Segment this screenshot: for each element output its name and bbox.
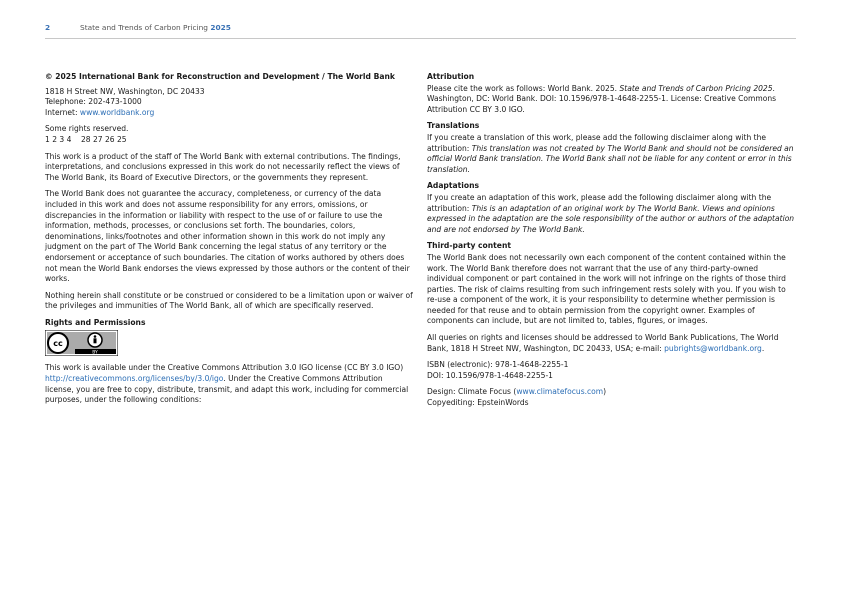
running-title-year: 2025 bbox=[210, 23, 231, 32]
contact-block bbox=[45, 87, 413, 119]
attribution-pre: Please cite the work as follows: World Bank. 2025. bbox=[427, 83, 620, 93]
translations-paragraph bbox=[427, 133, 797, 175]
adaptations-heading: Adaptations bbox=[427, 181, 480, 191]
worldbank-link[interactable]: www.worldbank.org bbox=[79, 107, 155, 117]
license-text-pre: This work is available under the Creative Commons Attribution 3.0 IGO license (CC BY 3.0 IGO) bbox=[45, 363, 404, 373]
cc-by-badge-icon bbox=[45, 330, 118, 356]
copyediting: Copyediting: EpsteinWords bbox=[427, 398, 529, 408]
adaptations-disclaimer: This is an adaptation of an original work by The World Bank. Views and opinions expressed in the adaptation are the sole responsibility of the author or authors of the adaptation and are not endorsed by The World Bank. bbox=[427, 203, 795, 234]
cc-license-link[interactable]: http://creativecommons.org/licenses/by/3.0/igo bbox=[45, 374, 224, 384]
adaptations-paragraph bbox=[427, 193, 797, 235]
design-post: ) bbox=[603, 387, 607, 397]
telephone: Telephone: 202-473-1000 bbox=[45, 97, 142, 107]
rights-reserved: Some rights reserved. bbox=[45, 124, 129, 134]
attribution-heading: Attribution bbox=[427, 72, 475, 81]
doi: DOI: 10.1596/978-1-4648-2255-1 bbox=[427, 370, 553, 380]
page-header bbox=[45, 21, 796, 39]
attribution-title: State and Trends of Carbon Pricing 2025 bbox=[619, 83, 773, 93]
third-party-heading: Third-party content bbox=[427, 241, 511, 251]
design-pre: Design: Climate Focus ( bbox=[427, 387, 517, 397]
isbn: ISBN (electronic): 978-1-4648-2255-1 bbox=[427, 360, 569, 370]
running-title bbox=[80, 23, 231, 32]
disclaimer-paragraph-2: The World Bank does not guarantee the accuracy, completeness, or currency of the data included in this work and does not assume responsibility for any errors, omissions, or discrepancies in the information or liability with respect to the use of or failure to use the information, methods, processes, or conclusions set forth. The boundaries, colors, denominations, links/footnotes and other information shown in this work do not imply any judgment on the part of The World Bank concerning the legal status of any territory or the endorsement or acceptance of such boundaries. The citation of works authored by others does not mean the World Bank endorses the views expressed by those authors or the content of their works. bbox=[45, 189, 410, 284]
queries-post: . bbox=[761, 343, 765, 353]
credits-block bbox=[427, 387, 797, 408]
attribution-paragraph bbox=[427, 84, 797, 116]
climatefocus-link[interactable]: www.climatefocus.com bbox=[516, 387, 604, 397]
svg-text:cc: cc bbox=[53, 339, 63, 349]
copyright-heading: © 2025 International Bank for Reconstruction and Development / The World Bank bbox=[45, 72, 395, 81]
running-title-text: State and Trends of Carbon Pricing bbox=[80, 23, 208, 32]
print-line: 1 2 3 4 28 27 26 25 bbox=[45, 134, 127, 144]
translations-pre: If you create a translation of this work, please add the following disclaimer along with the attribution: bbox=[427, 132, 767, 153]
third-party-paragraph: The World Bank does not necessarily own each component of the content contained within the work. The World Bank therefore does not warrant that the use of any third-party-owned individual component or part contained in the work will not infringe on the rights of those third parties. The risk of claims resulting from such infringement rests solely with you. If you wish to re-use a component of the work, it is your responsibility to determine whether permission is needed for that reuse and to obtain permission from the copyright owner. Examples of components can include, but are not limited to, tables, figures, or images. bbox=[427, 252, 786, 326]
license-paragraph bbox=[45, 363, 413, 405]
identifiers-block bbox=[427, 360, 797, 381]
translations-disclaimer: This translation was not created by The World Bank and should not be considered an official World Bank translation. The World Bank shall not be liable for any content or error in this translation. bbox=[427, 143, 794, 174]
queries-pre: All queries on rights and licenses should be addressed to World Bank Publications, The World Bank, 1818 H Street NW, Washington, DC 20433, USA; e-mail: bbox=[427, 333, 779, 353]
svg-text:BY: BY bbox=[92, 350, 98, 356]
queries-paragraph bbox=[427, 333, 797, 354]
translations-heading: Translations bbox=[427, 121, 480, 131]
adaptations-pre: If you create an adaptation of this work, please add the following disclaimer along with the attribution: bbox=[427, 192, 772, 213]
left-column bbox=[45, 72, 413, 412]
rights-reserved-block bbox=[45, 124, 413, 145]
page-number: 2 bbox=[45, 23, 51, 32]
disclaimer-paragraph-1: This work is a product of the staff of The World Bank with external contributions. The findings, interpretations, and conclusions expressed in this work do not necessarily reflect the views of The World Bank, its Board of Executive Directors, or the governments they represent. bbox=[45, 151, 401, 182]
rights-permissions-heading: Rights and Permissions bbox=[45, 317, 146, 327]
disclaimer-paragraph-3: Nothing herein shall constitute or be construed or considered to be a limitation upon or waiver of the privileges and immunities of The World Bank, all of which are specifically reserved. bbox=[45, 290, 413, 311]
attribution-post: . Washington, DC: World Bank. DOI: 10.1596/978-1-4648-2255-1. License: Creative Commons Attribution CC BY 3.0 IGO. bbox=[427, 83, 777, 114]
internet-label: Internet: bbox=[45, 107, 80, 117]
license-text-post: . Under the Creative Commons Attribution license, you are free to copy, distribute, transmit, and adapt this work, including for commercial purposes, under the following conditions: bbox=[45, 374, 409, 405]
address: 1818 H Street NW, Washington, DC 20433 bbox=[45, 86, 205, 96]
right-column bbox=[427, 72, 797, 415]
pubrights-email-link[interactable]: pubrights@worldbank.org bbox=[664, 343, 762, 353]
